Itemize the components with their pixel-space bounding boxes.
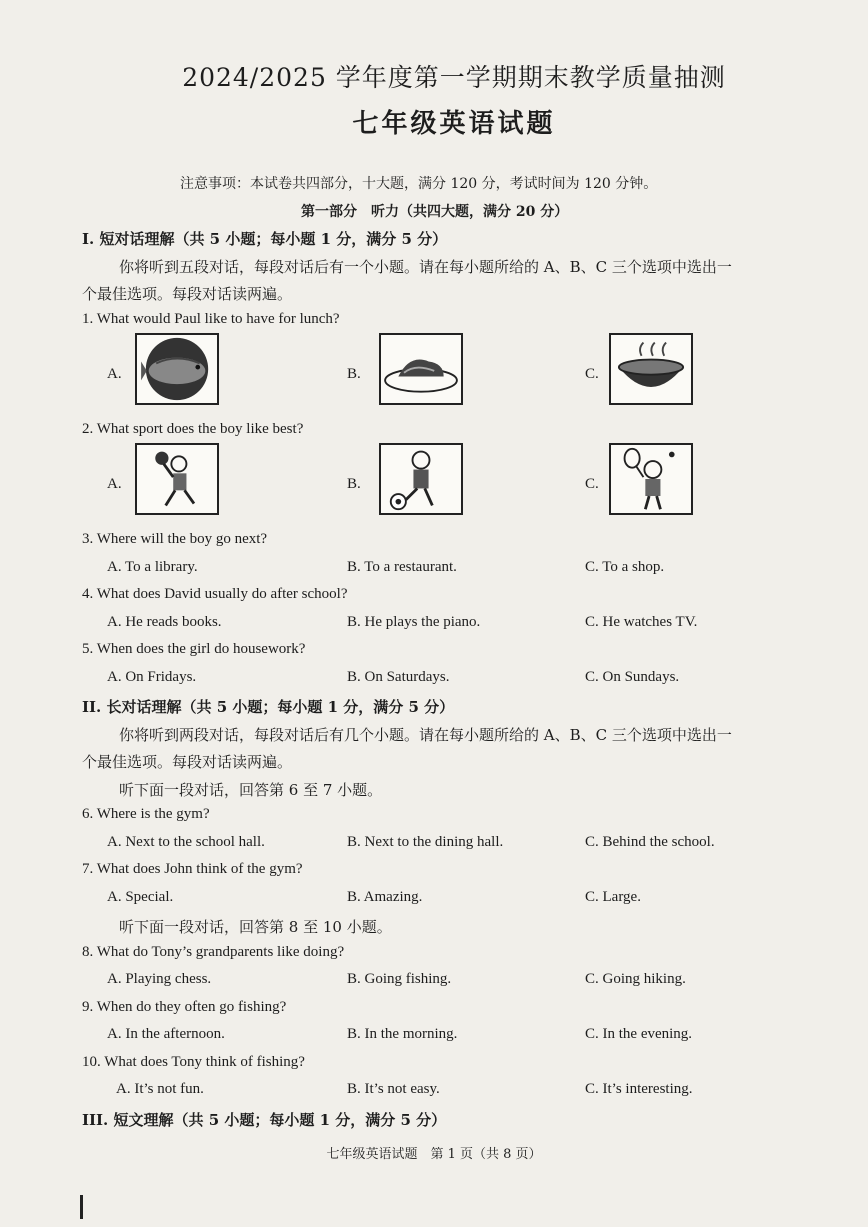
q5-option-b[interactable]: B. On Saturdays. xyxy=(347,669,450,685)
q4-option-b[interactable]: B. He plays the piano. xyxy=(347,614,481,630)
section2-heading: II. 长对话理解（共 5 小题；每小题 1 分，满分 5 分） xyxy=(82,698,455,716)
question-7: 7. What does John think of the gym? xyxy=(82,861,303,877)
q1-option-a-label[interactable]: A. xyxy=(107,366,122,382)
section2-instruction-line1: 你将听到两段对话，每段对话后有几个小题。请在每小题所给的 A、B、C 三个选项中选出一 xyxy=(119,726,732,744)
q6-option-a[interactable]: A. Next to the school hall. xyxy=(107,834,265,850)
q7-option-b[interactable]: B. Amazing. xyxy=(347,889,423,905)
q3-option-a[interactable]: A. To a library. xyxy=(107,559,198,575)
margin-mark xyxy=(80,1195,83,1219)
q4-option-c[interactable]: C. He watches TV. xyxy=(585,614,698,630)
q2-option-b-label[interactable]: B. xyxy=(347,476,361,492)
q6-option-c[interactable]: C. Behind the school. xyxy=(585,834,715,850)
q2-option-a-label[interactable]: A. xyxy=(107,476,122,492)
q6-option-b[interactable]: B. Next to the dining hall. xyxy=(347,834,504,850)
section1-instruction-line1: 你将听到五段对话，每段对话后有一个小题。请在每小题所给的 A、B、C 三个选项中选出一 xyxy=(119,258,732,276)
noodles-image[interactable] xyxy=(379,333,463,405)
q10-option-b[interactable]: B. It’s not easy. xyxy=(347,1081,440,1097)
q1-option-b-label[interactable]: B. xyxy=(347,366,361,382)
question-2: 2. What sport does the boy like best? xyxy=(82,421,304,437)
part1-heading: 第一部分 听力（共四大题，满分 20 分） xyxy=(301,204,569,220)
soup-image[interactable] xyxy=(609,333,693,405)
page-footer: 七年级英语试题 第 1 页（共 8 页） xyxy=(326,1147,542,1162)
section1-instruction-line2: 个最佳选项。每段对话读两遍。 xyxy=(82,285,293,303)
q9-option-b[interactable]: B. In the morning. xyxy=(347,1026,458,1042)
basketball-image[interactable] xyxy=(135,443,219,515)
q9-option-a[interactable]: A. In the afternoon. xyxy=(107,1026,225,1042)
q4-option-a[interactable]: A. He reads books. xyxy=(107,614,222,630)
exam-subtitle: 七年级英语试题 xyxy=(352,109,556,139)
tennis-image[interactable] xyxy=(609,443,693,515)
q3-option-c[interactable]: C. To a shop. xyxy=(585,559,665,575)
q9-option-c[interactable]: C. In the evening. xyxy=(585,1026,693,1042)
listen-instruction-2: 听下面一段对话，回答第 8 至 10 小题。 xyxy=(119,918,392,936)
question-3: 3. Where will the boy go next? xyxy=(82,531,268,547)
section2-instruction-line2: 个最佳选项。每段对话读两遍。 xyxy=(82,753,293,771)
q2-option-c-label[interactable]: C. xyxy=(585,476,599,492)
question-1: 1. What would Paul like to have for lunch? xyxy=(82,311,340,327)
listen-instruction-1: 听下面一段对话，回答第 6 至 7 小题。 xyxy=(119,781,383,799)
q7-option-c[interactable]: C. Large. xyxy=(585,889,641,905)
q5-option-a[interactable]: A. On Fridays. xyxy=(107,669,197,685)
q10-option-c[interactable]: C. It’s interesting. xyxy=(585,1081,693,1097)
soccer-image[interactable] xyxy=(379,443,463,515)
q5-option-c[interactable]: C. On Sundays. xyxy=(585,669,680,685)
question-5: 5. When does the girl do housework? xyxy=(82,641,306,657)
exam-title: 2024/2025 学年度第一学期期末教学质量抽测 xyxy=(182,63,726,92)
section3-heading: III. 短文理解（共 5 小题；每小题 1 分，满分 5 分） xyxy=(82,1111,447,1129)
q1-option-c-label[interactable]: C. xyxy=(585,366,599,382)
q7-option-a[interactable]: A. Special. xyxy=(107,889,174,905)
q8-option-a[interactable]: A. Playing chess. xyxy=(107,971,212,987)
question-10: 10. What does Tony think of fishing? xyxy=(82,1054,305,1070)
section1-heading: I. 短对话理解（共 5 小题；每小题 1 分，满分 5 分） xyxy=(82,230,448,248)
fish-image[interactable] xyxy=(135,333,219,405)
question-8: 8. What do Tony’s grandparents like doing? xyxy=(82,944,345,960)
q8-option-c[interactable]: C. Going hiking. xyxy=(585,971,686,987)
question-4: 4. What does David usually do after school? xyxy=(82,586,348,602)
q3-option-b[interactable]: B. To a restaurant. xyxy=(347,559,457,575)
q10-option-a[interactable]: A. It’s not fun. xyxy=(116,1081,204,1097)
notice: 注意事项：本试卷共四部分，十大题，满分 120 分，考试时间为 120 分钟。 xyxy=(180,176,658,192)
question-9: 9. When do they often go fishing? xyxy=(82,999,287,1015)
question-6: 6. Where is the gym? xyxy=(82,806,210,822)
q8-option-b[interactable]: B. Going fishing. xyxy=(347,971,452,987)
